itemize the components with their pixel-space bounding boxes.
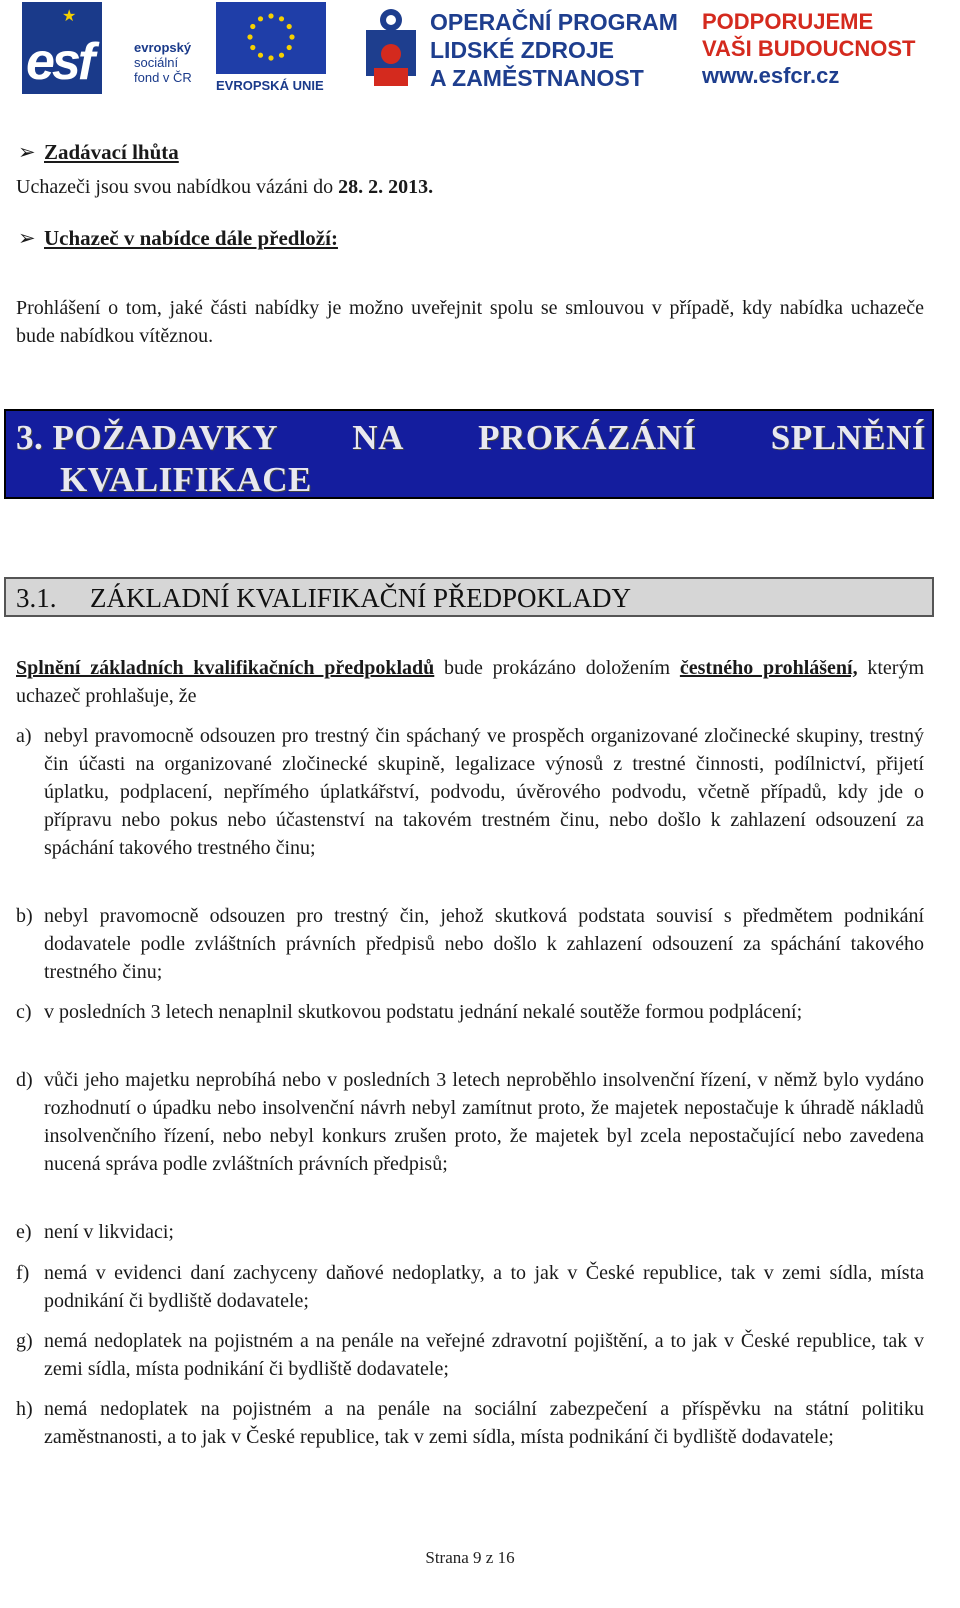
section-title (16, 417, 926, 501)
op-logo-line: A ZAMĚSTNANOST (430, 65, 644, 91)
list-item-label: a) (16, 725, 32, 747)
subsection-number: 3.1. (16, 583, 57, 613)
bullet-heading-deadline (18, 140, 179, 165)
esf-star-icon: ★ (62, 8, 79, 25)
deadline-paragraph (16, 173, 924, 201)
list-item-text: vůči jeho majetku neprobíhá nebo v posledních 3 letech neproběhlo insolvenční řízení, v němž bylo vydáno rozhodnutí o úpadku nebo insolvenční návrh nebyl zamítnut proto, že majetek nepostačuje k úhradě nákladů insolvenčního řízení, nebo nebyl konkurs zrušen proto, že majetek byl zcela nepostačující nebo zavedena nucená správa podle zvláštních právních předpisů; (44, 1069, 924, 1175)
support-slogan-line: PODPORUJEME (702, 9, 874, 34)
list-item-label: f) (16, 1262, 30, 1284)
esf-caption-line: sociální (134, 55, 179, 70)
list-item-label: g) (16, 1330, 33, 1352)
arrow-bullet-icon: ➢ (18, 226, 36, 250)
section-title-word: NA (352, 418, 404, 457)
support-website: www.esfcr.cz (702, 63, 840, 88)
eu-logo (216, 2, 326, 94)
list-item-label: b) (16, 905, 33, 927)
support-slogan (702, 8, 938, 94)
intro-text: kterým uchazeč prohlašuje, že (16, 657, 925, 707)
intro-paragraph (16, 654, 924, 710)
logo-strip (22, 0, 938, 100)
support-slogan-line: VAŠI BUDOUCNOST (702, 36, 916, 61)
section-title-word: SPLNĚNÍ (770, 418, 926, 457)
esf-caption-line: evropský (134, 40, 192, 55)
esf-logo-caption (134, 40, 192, 85)
page-number-footer: Strana 9 z 16 (425, 1548, 515, 1567)
eu-logo-caption: EVROPSKÁ UNIE (216, 78, 324, 93)
list-item-text: není v likvidaci; (44, 1221, 174, 1243)
section-title-word: POŽADAVKY (52, 418, 279, 457)
subsection-title (16, 582, 631, 614)
section-title-line2: KVALIFIKACE (60, 460, 312, 499)
esf-logo-letters: esf (26, 33, 93, 91)
deadline-date: 28. 2. 2013. (338, 176, 434, 198)
esf-caption-line: fond v ČR (134, 70, 192, 85)
bullet-heading-text: Uchazeč v nabídce dále předloží: (44, 226, 338, 250)
publication-statement: Prohlášení o tom, jaké části nabídky je možno uveřejnit spolu se smlouvou v případě, kdy nabídka uchazeče bude nabídkou vítěznou. (16, 297, 924, 347)
list-item-text: nemá v evidenci daní zachyceny daňové nedoplatky, a to jak v České republice, tak v zemi sídla, místa podnikání či bydliště dodavatele; (44, 1262, 924, 1312)
list-item-text: nemá nedoplatek na pojistném a na penále na sociální zabezpečení a příspěvku na státní politiku zaměstnanosti, a to jak v České republice, tak v zemi sídla, místa podnikání či bydliště dodavatele; (44, 1398, 924, 1448)
list-item-text: nemá nedoplatek na pojistném a na penále na veřejné zdravotní pojištění, a to jak v České republice, tak v zemi sídla, místa podnikání či bydliště dodavatele; (44, 1330, 924, 1380)
op-logo-line: LIDSKÉ ZDROJE (430, 37, 615, 63)
list-item-text: v posledních 3 letech nenaplnil skutkovou podstatu jednání nekalé soutěže formou podplácení; (44, 1001, 803, 1023)
puzzle-person-icon (360, 6, 422, 90)
subsection-title-text: ZÁKLADNÍ KVALIFIKAČNÍ PŘEDPOKLADY (90, 583, 631, 613)
esf-logo (22, 2, 208, 94)
section-title-word (16, 417, 278, 459)
eu-stars-ring-icon (246, 12, 296, 62)
list-item-text: nebyl pravomocně odsouzen pro trestný čin, jehož skutková podstata souvisí s předmětem podnikání dodavatele podle zvláštních právních předpisů nebo došlo k zahlazení odsouzení za spáchání takového trestného činu; (44, 905, 924, 983)
list-item-label: h) (16, 1398, 33, 1420)
op-logo-line: OPERAČNÍ PROGRAM (430, 9, 678, 35)
intro-emphasis: Splnění základních kvalifikačních předpokladů (16, 657, 435, 679)
subsection-heading-bar (4, 577, 934, 617)
eu-flag-icon (216, 2, 326, 74)
section-number: 3. (16, 418, 44, 457)
op-logo-text (430, 8, 678, 92)
list-item-label: d) (16, 1069, 33, 1091)
list-item-label: e) (16, 1221, 32, 1243)
section-heading-bar (4, 409, 934, 499)
bullet-heading-text: Zadávací lhůta (44, 140, 179, 164)
intro-emphasis: čestného prohlášení, (679, 657, 858, 679)
list-item-label: c) (16, 1001, 32, 1023)
section-title-word: PROKÁZÁNÍ (478, 418, 697, 457)
list-item-text: nebyl pravomocně odsouzen pro trestný čin spáchaný ve prospěch organizované zločinecké skupiny, trestný čin účasti na organizované zločinecké skupině, legalizace výnosů z trestné činnosti, podílnictví, přijetí úplatku, podplacení, nepřímého úplatkářství, podvodu, úvěrového podvodu, včetně případů, kdy jde o přípravu nebo pokus nebo účastenství na takovém trestném činu, nebo došlo k zahlazení odsouzení za spáchání takového trestného činu; (44, 725, 924, 859)
bullet-heading-submission (18, 226, 338, 251)
deadline-text: Uchazeči jsou svou nabídkou vázáni do (16, 176, 339, 198)
op-logo (360, 2, 690, 94)
arrow-bullet-icon: ➢ (18, 140, 36, 164)
intro-text: bude prokázáno doložením (434, 657, 680, 679)
